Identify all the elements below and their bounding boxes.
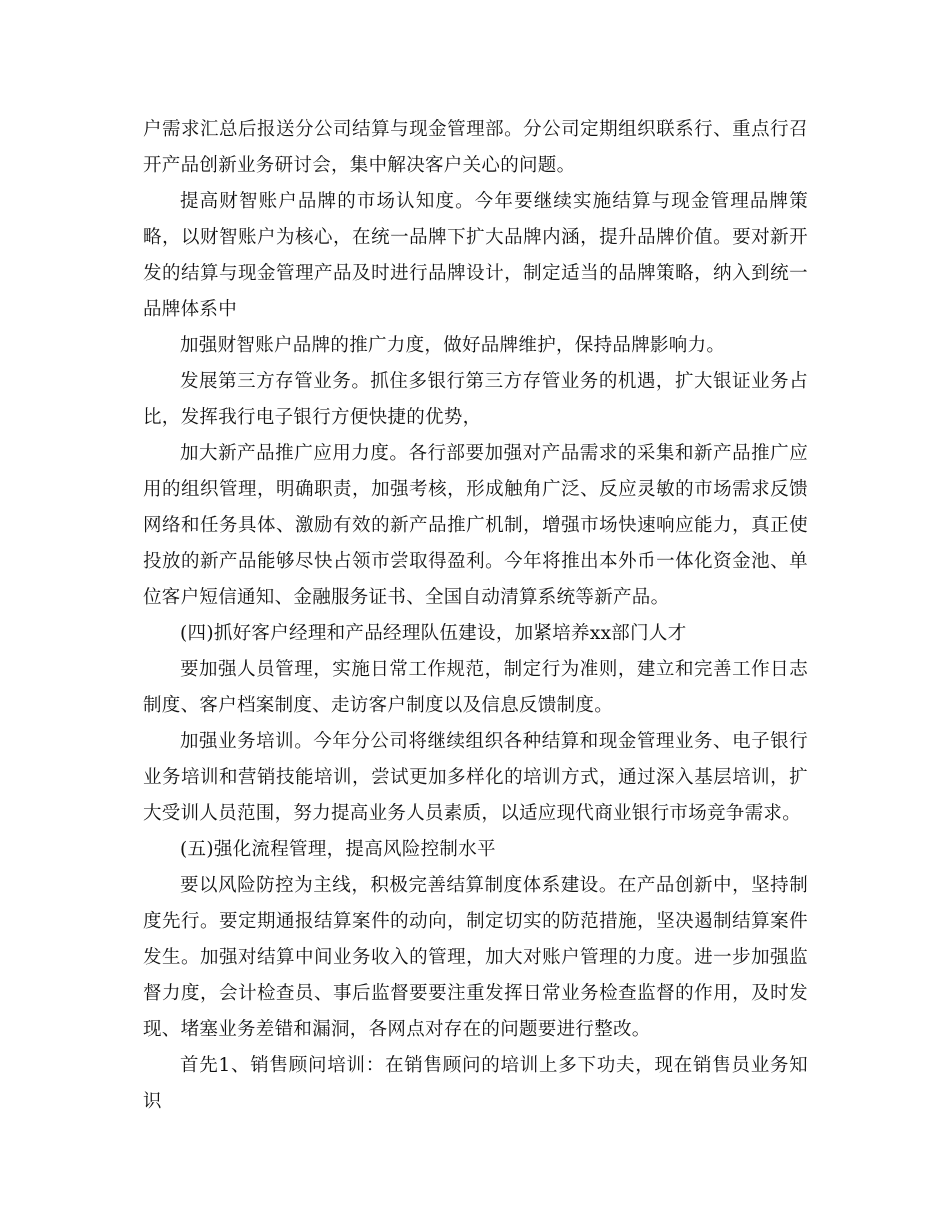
paragraph-2: 提高财智账户品牌的市场认知度。今年要继续实施结算与现金管理品牌策略，以财智账户为核心，在统一品牌下扩大品牌内涵，提升品牌价值。要对新开发的结算与现金管理产品及时进行品牌设计，制定适当的品牌策略，纳入到统一品牌体系中 [143,191,808,320]
paragraph-7: 要加强人员管理，实施日常工作规范，制定行为准则，建立和完善工作日志制度、客户档案制度、走访客户制度以及信息反馈制度。 [143,659,808,716]
section-heading-5: (五)强化流程管理，提高风险控制水平 [180,839,496,860]
paragraph-10: 要以风险防控为主线，积极完善结算制度体系建设。在产品创新中，坚持制度先行。要定期通报结算案件的动向，制定切实的防范措施，坚决遏制结算案件发生。加强对结算中间业务收入的管理，加大对账户管理的力度。进一步加强监督力度，会计检查员、事后监督要要注重发挥日常业务检查监督的作用，及时发现、堵塞业务差错和漏洞，各网点对存在的问题要进行整改。 [143,875,808,1040]
document-body [143,112,808,1120]
paragraph-1: 户需求汇总后报送分公司结算与现金管理部。分公司定期组织联系行、重点行召开产品创新业务研讨会，集中解决客户关心的问题。 [143,119,808,176]
paragraph-4: 发展第三方存管业务。抓住多银行第三方存管业务的机遇，扩大银证业务占比，发挥我行电子银行方便快捷的优势， [143,371,808,428]
paragraph-8: 加强业务培训。今年分公司将继续组织各种结算和现金管理业务、电子银行业务培训和营销技能培训，尝试更加多样化的培训方式，通过深入基层培训，扩大受训人员范围，努力提高业务人员素质，以适应现代商业银行市场竞争需求。 [143,731,808,824]
paragraph-5: 加大新产品推广应用力度。各行部要加强对产品需求的采集和新产品推广应用的组织管理，明确职责，加强考核，形成触角广泛、反应灵敏的市场需求反馈网络和任务具体、激励有效的新产品推广机制，增强市场快速响应能力，真正使投放的新产品能够尽快占领市尝取得盈利。今年将推出本外币一体化资金池、单位客户短信通知、金融服务证书、全国自动清算系统等新产品。 [143,443,808,608]
paragraph-11: 首先1、销售顾问培训：在销售顾问的培训上多下功夫，现在销售员业务知识 [143,1055,808,1112]
section-heading-4: (四)抓好客户经理和产品经理队伍建设，加紧培养xx部门人才 [180,623,687,644]
paragraph-3: 加强财智账户品牌的推广力度，做好品牌维护，保持品牌影响力。 [180,335,726,356]
